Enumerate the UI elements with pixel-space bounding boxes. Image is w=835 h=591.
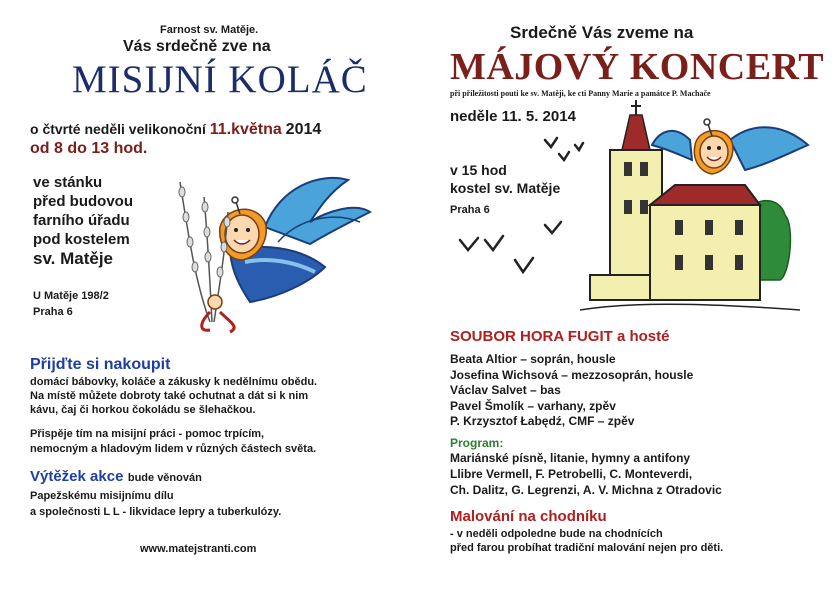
proceeds-text	[30, 488, 281, 520]
performers-list	[450, 352, 693, 430]
proceeds-heading: Výtěžek akce	[30, 468, 124, 485]
place-line: před budovou	[33, 193, 133, 210]
performer-item: Pavel Šmolík – varhany, zpěv	[450, 398, 616, 413]
concert-time: v 15 hod	[450, 162, 507, 178]
performer-item: Beata Altior – soprán, housle	[450, 352, 616, 366]
date-year: 2014	[285, 121, 322, 138]
shop-line: kávu, čaj či horkou čokoládu se šlehačkou.	[30, 404, 256, 416]
shop-line: domácí bábovky, koláče a zákusky k nedělnímu obědu.	[30, 376, 318, 388]
place-line: pod kostelem	[33, 231, 130, 248]
chalk-line: před farou probíhat tradiční malování nejen pro děti.	[450, 542, 724, 554]
ensemble-heading: SOUBOR HORA FUGIT a hosté	[450, 328, 670, 345]
misijni-kolac-title: MISIJNÍ KOLÁČ	[72, 58, 368, 101]
right-invite: Srdečně Vás zveme na	[510, 23, 694, 42]
address-block	[33, 288, 109, 320]
address-line: Praha 6	[33, 306, 73, 318]
church-with-angel-illustration	[580, 100, 810, 325]
proceeds-text-line: Papežskému misijnímu dílu	[30, 490, 174, 502]
concert-date: neděle 11. 5. 2014	[450, 108, 576, 125]
program-label: Program:	[450, 436, 504, 450]
shop-line: Na místě můžete dobroty také ochutnat a dát si k nim	[30, 390, 309, 402]
date-day: 11.května	[209, 121, 282, 138]
performer-item: Václav Salvet – bas	[450, 383, 561, 397]
place-line: sv. Matěje	[33, 249, 114, 268]
performer-item: Josefina Wichsová – mezzosoprán, housle	[450, 367, 694, 382]
left-invite: Vás srdečně zve na	[123, 38, 271, 55]
chalk-line: - v neděli odpoledne bude na chodnících	[450, 528, 663, 540]
program-item: Llibre Vermell, F. Petrobelli, C. Monteverdi,	[450, 467, 693, 481]
chalk-heading: Malování na chodníku	[450, 508, 607, 525]
occasion-text: při příležitosti pouti ke sv. Matěji, ke cti Panny Marie a památce P. Machače	[450, 89, 711, 98]
help-text	[30, 427, 316, 457]
place-block	[33, 173, 133, 268]
help-line: Přispěje tím na misijní práci - pomoc trpícím,	[30, 428, 265, 440]
website-link[interactable]: www.matejstranti.com	[140, 543, 257, 555]
performer-item: P. Krzysztof Łabędź, CMF – zpěv	[450, 414, 635, 428]
program-list	[450, 450, 722, 498]
shop-heading: Přijďte si nakoupit	[30, 356, 171, 373]
shop-text	[30, 375, 317, 417]
place-line: ve stánku	[33, 174, 103, 191]
parish-name: Farnost sv. Matěje.	[160, 24, 259, 36]
chalk-text	[450, 527, 723, 555]
left-date-line	[30, 121, 321, 139]
program-item: Mariánské písně, litanie, hymny a antifony	[450, 451, 691, 465]
address-line: U Matěje 198/2	[33, 290, 109, 302]
concert-city: Praha 6	[450, 204, 490, 216]
birds-illustration	[455, 130, 585, 280]
program-item: Ch. Dalitz, G. Legrenzi, A. V. Michna z Otradovic	[450, 483, 722, 497]
proceeds-tail: bude věnován	[127, 472, 202, 484]
proceeds-line	[30, 468, 202, 486]
place-line: farního úřadu	[33, 212, 130, 229]
majovy-koncert-title: MÁJOVÝ KONCERT	[450, 46, 825, 88]
date-prefix: o čtvrté neděli velikonoční	[30, 121, 206, 137]
concert-venue: kostel sv. Matěje	[450, 180, 561, 196]
left-time: od 8 do 13 hod.	[30, 140, 148, 157]
help-line: nemocným a hladovým lidem v různých částech světa.	[30, 443, 317, 455]
proceeds-text-line: a společnosti L L - likvidace lepry a tuberkulózy.	[30, 506, 282, 518]
angel-with-branches-illustration	[170, 172, 380, 342]
